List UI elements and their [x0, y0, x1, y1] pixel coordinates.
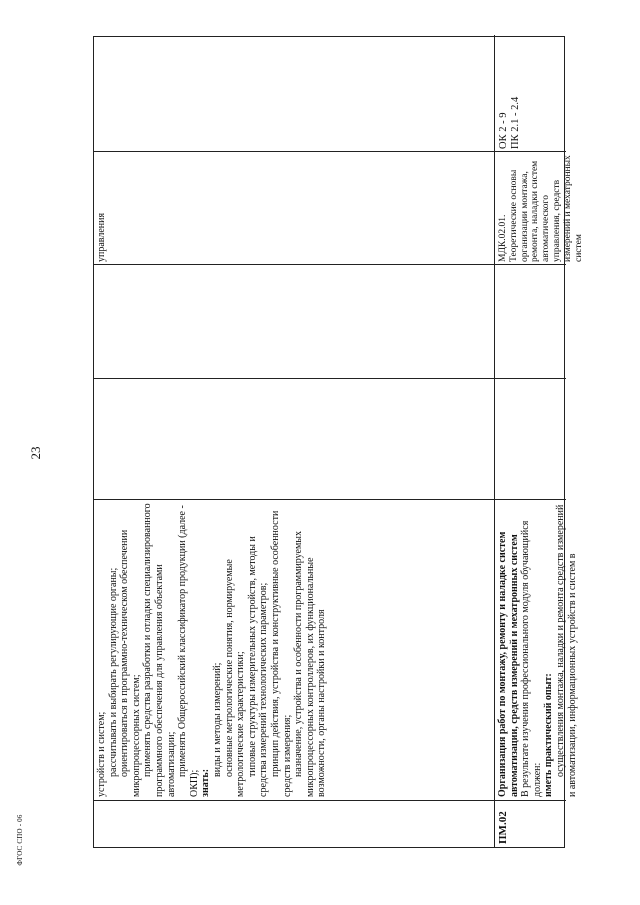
row2-description-cell [497, 503, 578, 797]
row1-description-cell [96, 503, 492, 797]
row2-col4-cell [498, 268, 562, 375]
row1-col4-cell [96, 268, 490, 375]
column-divider [94, 264, 566, 265]
row1-code-cell [96, 804, 490, 844]
description-line: осуществления монтажа, наладки и ремонта средств измерений и автоматизации, информационных устройств и систем в [554, 504, 578, 797]
description-line: рассчитывать и выбирать регулирующие органы; [107, 567, 119, 777]
description-line: Организация работ по монтажу, ремонту и наладке систем автоматизации, средств измерений и мехатронных систем [497, 531, 520, 797]
page-number: 23 [28, 446, 43, 460]
description-line: основные метрологические понятия, нормируемые метрологические характеристики; [223, 559, 247, 797]
row1-col6-cell [96, 39, 490, 149]
footer-standard: ФГОС СПО - 06 [16, 814, 24, 866]
competency-table [93, 36, 584, 848]
description-line: применять средства разработки и отладки специализированного программного обеспечения для управления объектами автоматизации; [142, 503, 177, 797]
description-line: типовые структуры измерительных устройств, методы и средства измерений технологических параметров; [246, 536, 270, 797]
column-divider [94, 800, 566, 801]
description-line: иметь практический опыт: [543, 673, 555, 797]
description-line: принцип действия, устройства и конструктивные особенности средств измерения; [269, 510, 293, 797]
column-divider [94, 378, 566, 379]
column-divider [94, 499, 566, 500]
description-line: виды и методы измерений; [211, 662, 223, 777]
row1-col3-cell [96, 382, 490, 496]
description-line: В результате изучения профессионального модуля обучающийся должен: [520, 520, 543, 797]
column-divider [94, 151, 566, 152]
description-line: ориентироваться в программно-техническом обеспечении микропроцессорных систем; [119, 529, 142, 797]
rotated-table [93, 36, 584, 848]
row1-col5-cell: управления [96, 212, 107, 262]
row2-col5-cell: МДК.02.01. Теоретические основы организации монтажа, ремонта, наладки систем автоматического управления, средств измерений и мехатронных систем [498, 155, 584, 262]
row2-col6-cell: ОК 2 - 9 ПК 2.1 - 2.4 [498, 96, 521, 149]
description-line: назначение, устройства и особенности программируемых микропроцессорных контроллеров, их функциональные возможности, органы настройки и контроля [293, 530, 328, 797]
row2-code-cell: ПМ.02 [497, 811, 509, 844]
row2-col3-cell [498, 382, 562, 496]
description-line: применять Общероссийский классификатор продукции (далее - ОКП); [177, 505, 200, 797]
description-line: знать: [200, 768, 212, 797]
row-divider [494, 35, 495, 847]
description-line: устройств и систем; [96, 711, 107, 797]
